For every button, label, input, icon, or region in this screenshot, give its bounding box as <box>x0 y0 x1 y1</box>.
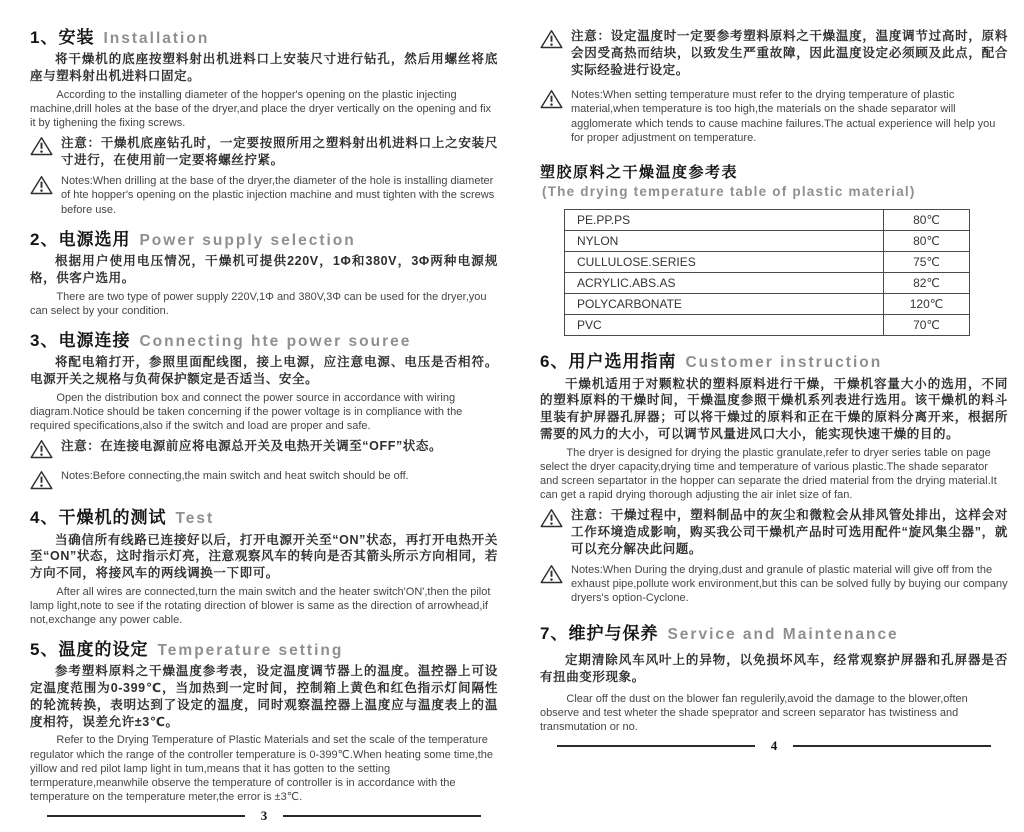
drying-temperature-table <box>564 209 970 336</box>
material-cell: PE.PP.PS <box>565 210 884 231</box>
table-title-cn: 塑胶原料之干燥温度参考表 <box>540 164 739 182</box>
table-title-en: (The drying temperature table of plastic material) <box>542 184 916 200</box>
footer-rule <box>793 745 991 747</box>
section-power-supply-selection <box>30 221 498 322</box>
warning-icon <box>30 135 53 161</box>
table-row <box>565 315 970 336</box>
warning-block <box>30 174 498 217</box>
temperature-cell: 70℃ <box>884 315 970 336</box>
temperature-cell: 120℃ <box>884 294 970 315</box>
warning-icon <box>540 88 563 114</box>
section-body-en: According to the installing diameter of the hopper's opening on the plastic injecting machine,drill holes at the base of the dryer,and place the dryer vertically on the opening and fix it by tighening the fixing screws. <box>30 88 492 130</box>
warning-icon <box>30 469 53 495</box>
section-heading-cn: 2、电源选用 <box>30 230 131 250</box>
table-row <box>565 273 970 294</box>
warning-text-en: Notes:When During the drying,dust and granule of plastic material will give off from the exhaust pipe,pollute work environment,but this can be solved fully by buying our company dryers's option-Cyclone. <box>571 563 1008 605</box>
section-heading-cn: 1、安装 <box>30 28 95 47</box>
material-cell: POLYCARBONATE <box>565 294 884 315</box>
section-body-cn: 当确信所有线路已连接好以后，打开电源开关至“ON”状态，再打开电热开关至“ON”状态，这时指示灯亮，注意观察风车的转向是否其箭头所示方向相同，若方向不同，将接风车的两线调换一下即可。 <box>30 532 498 581</box>
section-heading <box>540 624 1008 644</box>
section-body-cn: 将干燥机的底座按塑料射出机进料口上安装尺寸进行钻孔，然后用螺丝将底座与塑料射出机进料口固定。 <box>30 52 498 84</box>
section-body-en: Clear off the dust on the blower fan regulerily,avoid the damage to the blower,often observe and test wheter the shade speprator and screen separator has twistiness and transmutation or no. <box>540 692 968 733</box>
warning-icon <box>30 438 53 464</box>
footer-rule <box>47 815 245 817</box>
table-row <box>565 231 970 252</box>
section-heading-cn: 3、电源连接 <box>30 331 131 351</box>
section-body-en: Open the distribution box and connect the power source in accordance with wiring diagram.Notice should be taken concerning if the power voltage is in compliance with the required specifications,also if the switch and load are proper and safe. <box>30 391 463 433</box>
warning-block <box>30 438 498 464</box>
warning-block <box>540 28 1008 79</box>
section-heading <box>30 28 498 48</box>
section-body-en: After all wires are connected,turn the main switch and the heater switch'ON',then the pilot lamp light,note to see if the rotating direction of blower is same as the direction of arrowhead,if not,exchange any power cable. <box>30 585 491 626</box>
section-heading <box>30 508 498 528</box>
section-heading-en: Installation <box>103 30 210 47</box>
section-heading <box>30 230 498 250</box>
right-page <box>540 26 1008 753</box>
table-row <box>565 210 970 231</box>
warning-block <box>30 469 498 495</box>
section-heading-cn: 4、干燥机的测试 <box>30 508 167 528</box>
warning-icon <box>30 174 53 200</box>
section-heading-en: Customer instruction <box>685 354 883 372</box>
material-cell: PVC <box>565 315 884 336</box>
warning-text-cn: 注意：在连接电源前应将电源总开关及电热开关调至“OFF”状态。 <box>61 439 443 454</box>
warning-icon <box>540 28 563 54</box>
section-heading <box>30 640 498 660</box>
section-test <box>30 499 498 631</box>
footer-rule <box>557 745 755 747</box>
warning-text-cn: 注意：干燥过程中，塑料制品中的灰尘和微粒会从排风管处排出，这样会对工作环境造成影响，购买我公司干燥机产品时可选用配件“旋风集尘器”，就可以充分解决此问题。 <box>571 507 1008 556</box>
material-cell: ACRYLIC.ABS.AS <box>565 273 884 294</box>
table-row <box>565 252 970 273</box>
table-row <box>565 294 970 315</box>
section-body-cn: 定期清除风车风叶上的异物，以免损坏风车，经常观察护屏器和孔屏器是否有扭曲变形现象。 <box>540 653 1008 684</box>
page-footer <box>30 808 498 832</box>
section-service-maintenance <box>540 610 1008 738</box>
section-heading-en: Temperature setting <box>157 642 344 660</box>
section-body-en: The dryer is designed for drying the plastic granulate,refer to dryer series table on page select the dryer capacity,drying time and temperature of various plastic.The shade separator and screen separtator in the hopper can separate the dried material from the drying material.It can get a rapid drying thorough adjusting the air inlet size of fan. <box>540 446 997 501</box>
page-footer <box>540 738 1008 762</box>
warning-text-en: Notes:When drilling at the base of the dryer,the diameter of the hole is installing diameter of hte hopper's opening on the plastic injection machine and must tighten with the screws before use. <box>61 175 495 216</box>
material-cell: CULLULOSE.SERIES <box>565 252 884 273</box>
section-body-en: Refer to the Drying Temperature of Plastic Materials and set the scale of the temperature regulator which the range of the controller temperature is 0-399℃.When heating some time,the yillow and red pilot lamp light in tum,means that it has gotten to the setting termperature,meanwhile observe the temperature of controller is in accordance with the temperature on the temperature meter,the error is ±3℃. <box>30 734 493 803</box>
section-heading-cn: 5、温度的设定 <box>30 640 149 660</box>
warning-block <box>540 507 1008 558</box>
section-heading-en: Test <box>175 510 215 528</box>
temperature-cell: 80℃ <box>884 231 970 252</box>
section-heading <box>30 331 498 351</box>
section-body-cn: 根据用户使用电压情况，干燥机可提供220V，1Φ和380V，3Φ两种电源规格，供客户选用。 <box>30 254 498 286</box>
page-number: 4 <box>770 737 778 753</box>
section-heading-en: Connecting hte power souree <box>139 333 412 351</box>
section-heading-cn: 6、用户选用指南 <box>540 352 677 372</box>
warning-icon <box>540 563 563 589</box>
section-body-cn: 将配电箱打开，参照里面配线图，接上电源，应注意电源、电压是否相符。电源开关之规格与负荷保护额定是否适当、安全。 <box>30 355 498 387</box>
warning-text-cn: 注意：干燥机底座钻孔时，一定要按照所用之塑料射出机进料口上之安装尺寸进行，在使用前一定要将螺丝拧紧。 <box>61 136 498 168</box>
footer-rule <box>283 815 481 817</box>
warning-text-cn: 注意：设定温度时一定要参考塑料原料之干燥温度，温度调节过高时，原料会因受高热而结块，以致发生严重故障，因此温度设定必须顾及此点，配合实际经验进行设定。 <box>571 29 1008 77</box>
warning-icon <box>540 507 563 533</box>
section-connecting-power-source <box>30 322 498 499</box>
warning-text-en: Notes:Before connecting,the main switch and heat switch should be off. <box>61 470 409 483</box>
section-body-cn: 干燥机适用于对颗粒状的塑料原料进行干燥，干燥机容量大小的选用，不同的塑料原料的干燥时间，干燥温度参照干燥机系列表进行选用。该干燥机的料斗里装有护屏器孔屏器；可以将干燥过的原料和正在干燥的原料分离开来，根据所需要的风力的大小，可以调节风量进风口大小，能实现快速干燥的目的。 <box>540 376 1008 441</box>
page-number: 3 <box>260 807 268 823</box>
section-heading <box>540 352 1008 372</box>
temperature-cell: 82℃ <box>884 273 970 294</box>
section-body-en: There are two type of power supply 220V,1Φ and 380V,3Φ can be used for the dryer,you can select by your condition. <box>30 290 487 317</box>
warning-text-en: Notes:When setting temperature must refer to the drying temperature of plastic material,when temperature is too high,the materials on the shade separator will agglomerate which tends to cause machine failures.The actual experience will help you for proper adjustment on temperature. <box>571 89 996 144</box>
section-heading-en: Power supply selection <box>139 232 356 250</box>
section-temperature-setting <box>30 631 498 808</box>
warning-block <box>30 135 498 169</box>
warning-block <box>540 563 1008 606</box>
warning-block <box>540 88 1008 145</box>
temperature-cell: 75℃ <box>884 252 970 273</box>
material-cell: NYLON <box>565 231 884 252</box>
section-customer-instruction <box>540 336 1008 610</box>
temperature-cell: 80℃ <box>884 210 970 231</box>
section-heading-en: Service and Maintenance <box>667 625 899 643</box>
section-installation <box>30 26 498 221</box>
left-page <box>30 26 498 823</box>
section-heading-cn: 7、维护与保养 <box>540 623 659 643</box>
section-body-cn: 参考塑料原料之干燥温度参考表，设定温度调节器上的温度。温控器上可设定温度范围为0-399℃，当加热到一定时间，控制箱上黄色和红色指示灯间隔性的轮流转换，表明达到了设定的温度，同时观察温控器上温度应与温度表上的温度相符，误差允许±3℃。 <box>30 664 498 729</box>
